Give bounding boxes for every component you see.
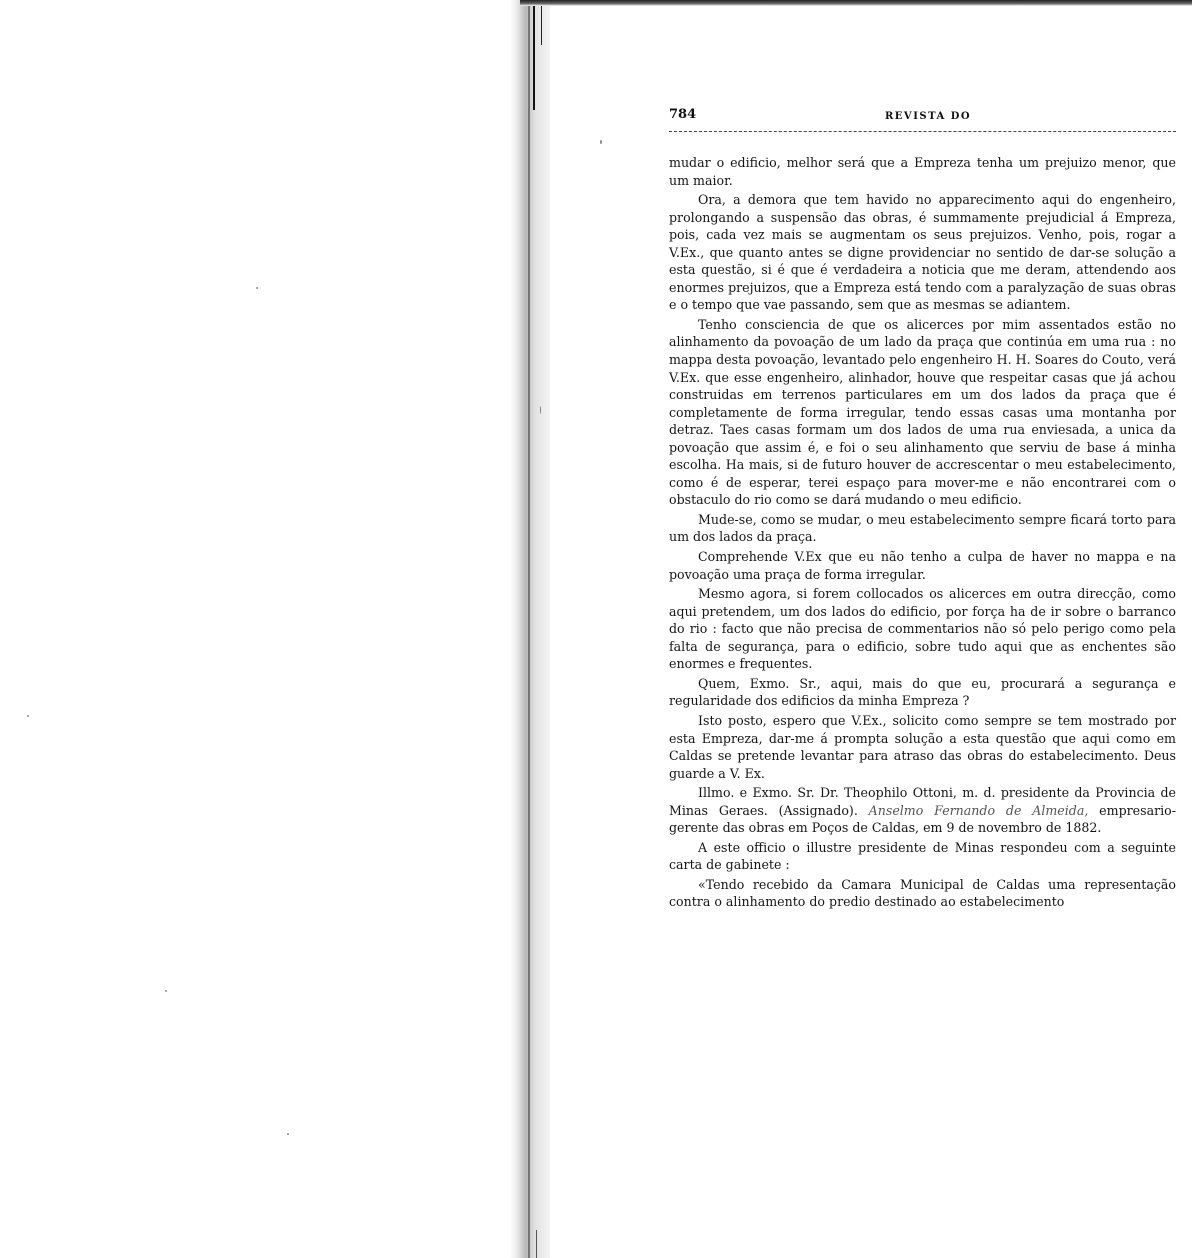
dust-speck bbox=[256, 287, 258, 289]
dust-speck bbox=[165, 990, 167, 992]
paragraph: Ora, a demora que tem havido no apparecimento aqui do engenheiro, prolongando a suspensão das obras, é summamente prejudicial á Empreza, pois, cada vez mais se augmentam os seus prejuizos. Venho, pois, rogar a V.Ex., que quanto antes se digne providenciar no sentido de dar-se solução a esta questão, si é que é verdadeira a noticia que me deram, attendendo aos enormes prejuizos, que a Empreza está tendo com a paralyzação de suas obras e o tempo que vae passando, sem que as mesmas se adiantem. bbox=[669, 192, 1176, 313]
paragraph: «Tendo recebido da Camara Municipal de Caldas uma representação contra o alinhamento do predio destinado ao estabelecimento bbox=[669, 876, 1176, 910]
page-number: 784 bbox=[669, 107, 697, 122]
journal-title: REVISTA DO bbox=[885, 111, 972, 122]
dust-speck bbox=[287, 1133, 289, 1135]
paragraph: Mesmo agora, si forem collocados os alicerces em outra direcção, como aqui pretendem, um dos lados do edificio, por força ha de ir sobre o barranco do rio : facto que não precisa de commentarios não só pelo perigo como pela falta de segurança, para o edificio, sobre tudo aqui que as enchentes são enormes e frequentes. bbox=[669, 586, 1176, 672]
paragraph: Isto posto, espero que V.Ex., solicito como sempre se tem mostrado por esta Empreza, dar-me á prompta solução a esta questão que aqui como em Caldas se pretende levantar para atraso das obras do estabelecimento. Deus guarde a V. Ex. bbox=[669, 712, 1176, 781]
binding-edge-line bbox=[533, 0, 535, 110]
paragraph: mudar o edificio, melhor será que a Empreza tenha um prejuizo menor, que um maior. bbox=[669, 155, 1176, 188]
dust-speck bbox=[540, 406, 541, 414]
binding-edge-line bbox=[541, 0, 542, 45]
dust-speck bbox=[27, 715, 29, 717]
addressee-text: Illmo. e Exmo. Sr. Dr. Theophilo Ottoni, m. d. presidente da Provincia de Minas Geraes. (Assignado). bbox=[669, 785, 1176, 818]
paragraph: Mude-se, como se mudar, o meu estabelecimento sempre ficará torto para um dos lados da praça. bbox=[669, 511, 1176, 545]
blank-left-page bbox=[0, 0, 515, 1258]
signature-details: empresario-gerente das obras em Poços de Caldas, em 9 de novembro de 1882. bbox=[669, 802, 1176, 836]
dust-speck bbox=[600, 140, 602, 144]
paragraph: Quem, Exmo. Sr., aqui, mais do que eu, procurará a segurança e regularidade dos edificios da minha Empreza ? bbox=[669, 675, 1176, 709]
signature-name: Anselmo Fernando de Almeida, bbox=[868, 802, 1089, 818]
signature-paragraph bbox=[669, 784, 1176, 837]
book-gutter bbox=[510, 0, 550, 1258]
article-body bbox=[669, 154, 1176, 911]
paragraph: A este officio o illustre presidente de Minas respondeu com a seguinte carta de gabinete : bbox=[669, 839, 1176, 873]
running-header bbox=[669, 107, 1176, 132]
paragraph: Comprehende V.Ex que eu não tenho a culpa de haver no mappa e na povoação uma praça de forma irregular. bbox=[669, 549, 1176, 582]
binding-edge-line bbox=[528, 0, 530, 1258]
paragraph: Tenho consciencia de que os alicerces por mim assentados estão no alinhamento da povoação de um lado da praça que continúa em uma rua : no mappa desta povoação, levantado pelo engenheiro H. H. Soares do Couto, verá V.Ex. que esse engenheiro, alinhador, houve que respeitar casas que já achou construidas em terrenos particulares em um dos lados da praça que é completamente de forma irregular, tendo essas casas uma montanha por detraz. Taes casas formam um dos lados de uma rua enviesada, a unica da povoação que assim é, e foi o seu alinhamento que serviu de base á minha escolha. Ha mais, si de futuro houver de accrescentar o meu estabelecimento, como é de esperar, terei espaço para mover-me e não encontrarei com o obstaculo do rio como se dará mudando o meu edificio. bbox=[669, 316, 1176, 508]
binding-edge-line bbox=[536, 1230, 537, 1258]
